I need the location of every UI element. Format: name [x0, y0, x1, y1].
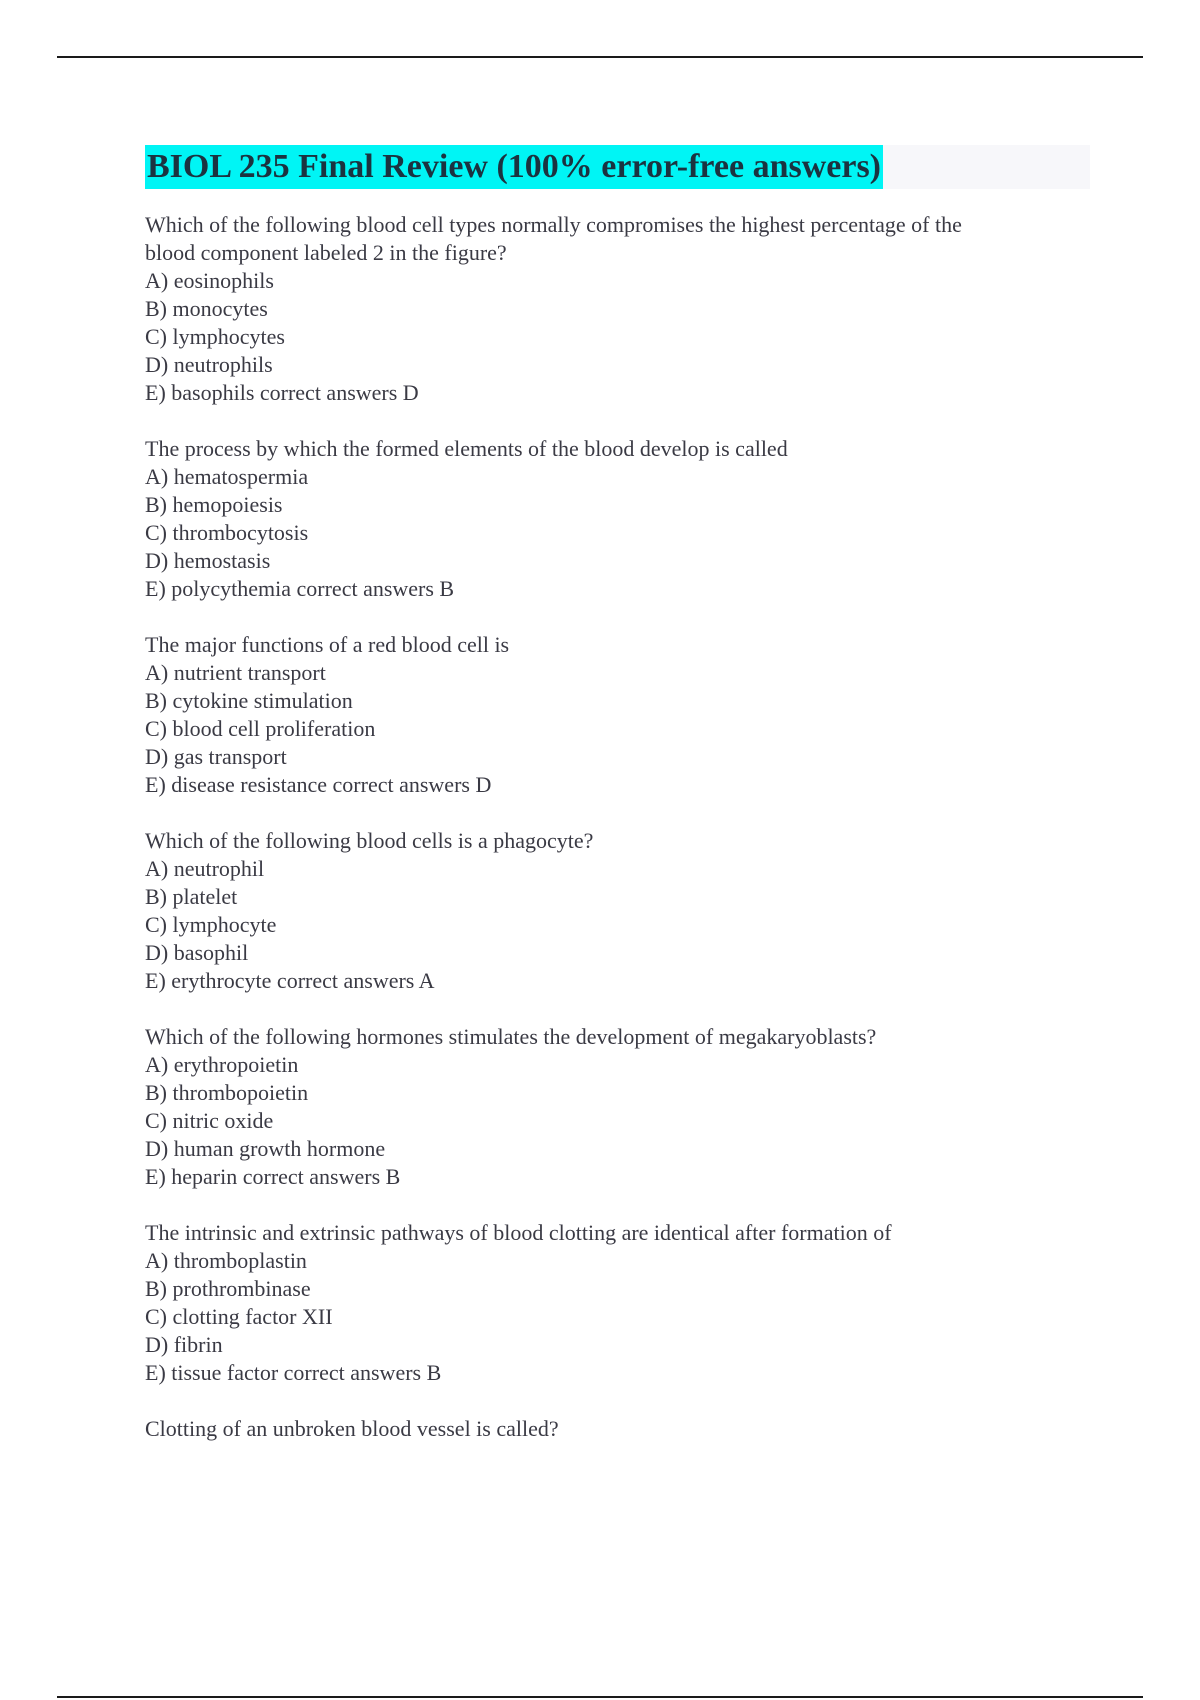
title-band [145, 145, 1090, 189]
bottom-rule [57, 1696, 1143, 1698]
document-body [145, 145, 1090, 1471]
top-rule [57, 56, 1143, 58]
answer-option: A) nutrient transport [145, 660, 326, 685]
answer-option: B) monocytes [145, 296, 268, 321]
answer-option: A) thromboplastin [145, 1248, 307, 1273]
answer-option-with-key: E) disease resistance correct answers D [145, 772, 492, 797]
answer-option-with-key: E) basophils correct answers D [145, 380, 419, 405]
question-4 [145, 827, 1090, 995]
answer-option-with-key: E) tissue factor correct answers B [145, 1360, 442, 1385]
answer-option: A) neutrophil [145, 856, 265, 881]
document-title: BIOL 235 Final Review (100% error-free answers) [145, 145, 883, 189]
answer-option: C) blood cell proliferation [145, 716, 376, 741]
answer-option: D) basophil [145, 940, 249, 965]
answer-option: A) erythropoietin [145, 1052, 299, 1077]
answer-option: C) lymphocyte [145, 912, 277, 937]
question-5 [145, 1023, 1090, 1191]
answer-option: B) cytokine stimulation [145, 688, 353, 713]
question-6 [145, 1219, 1090, 1387]
answer-option: C) lymphocytes [145, 324, 285, 349]
answer-option: D) hemostasis [145, 548, 271, 573]
question-text-line: Which of the following blood cells is a phagocyte? [145, 828, 594, 853]
question-text-line: blood component labeled 2 in the figure? [145, 240, 507, 265]
answer-option: B) platelet [145, 884, 238, 909]
answer-option: B) prothrombinase [145, 1276, 311, 1301]
question-1 [145, 211, 1090, 407]
answer-option: D) fibrin [145, 1332, 223, 1357]
answer-option: A) hematospermia [145, 464, 309, 489]
question-text-line: Which of the following hormones stimulates the development of megakaryoblasts? [145, 1024, 877, 1049]
answer-option-with-key: E) polycythemia correct answers B [145, 576, 455, 601]
question-list [145, 211, 1090, 1443]
question-text-line: Which of the following blood cell types normally compromises the highest percentage of the [145, 212, 962, 237]
answer-option-with-key: E) heparin correct answers B [145, 1164, 401, 1189]
answer-option: D) human growth hormone [145, 1136, 386, 1161]
question-7 [145, 1415, 1090, 1443]
answer-option: B) hemopoiesis [145, 492, 283, 517]
answer-option: B) thrombopoietin [145, 1080, 309, 1105]
answer-option: D) neutrophils [145, 352, 273, 377]
question-text-line: Clotting of an unbroken blood vessel is called? [145, 1416, 559, 1441]
question-2 [145, 435, 1090, 603]
answer-option: C) nitric oxide [145, 1108, 274, 1133]
question-text-line: The process by which the formed elements of the blood develop is called [145, 436, 788, 461]
answer-option: C) clotting factor XII [145, 1304, 333, 1329]
question-text-line: The major functions of a red blood cell is [145, 632, 510, 657]
answer-option: C) thrombocytosis [145, 520, 309, 545]
answer-option-with-key: E) erythrocyte correct answers A [145, 968, 435, 993]
answer-option: A) eosinophils [145, 268, 274, 293]
question-text-line: The intrinsic and extrinsic pathways of blood clotting are identical after formation of [145, 1220, 892, 1245]
answer-option: D) gas transport [145, 744, 287, 769]
question-3 [145, 631, 1090, 799]
